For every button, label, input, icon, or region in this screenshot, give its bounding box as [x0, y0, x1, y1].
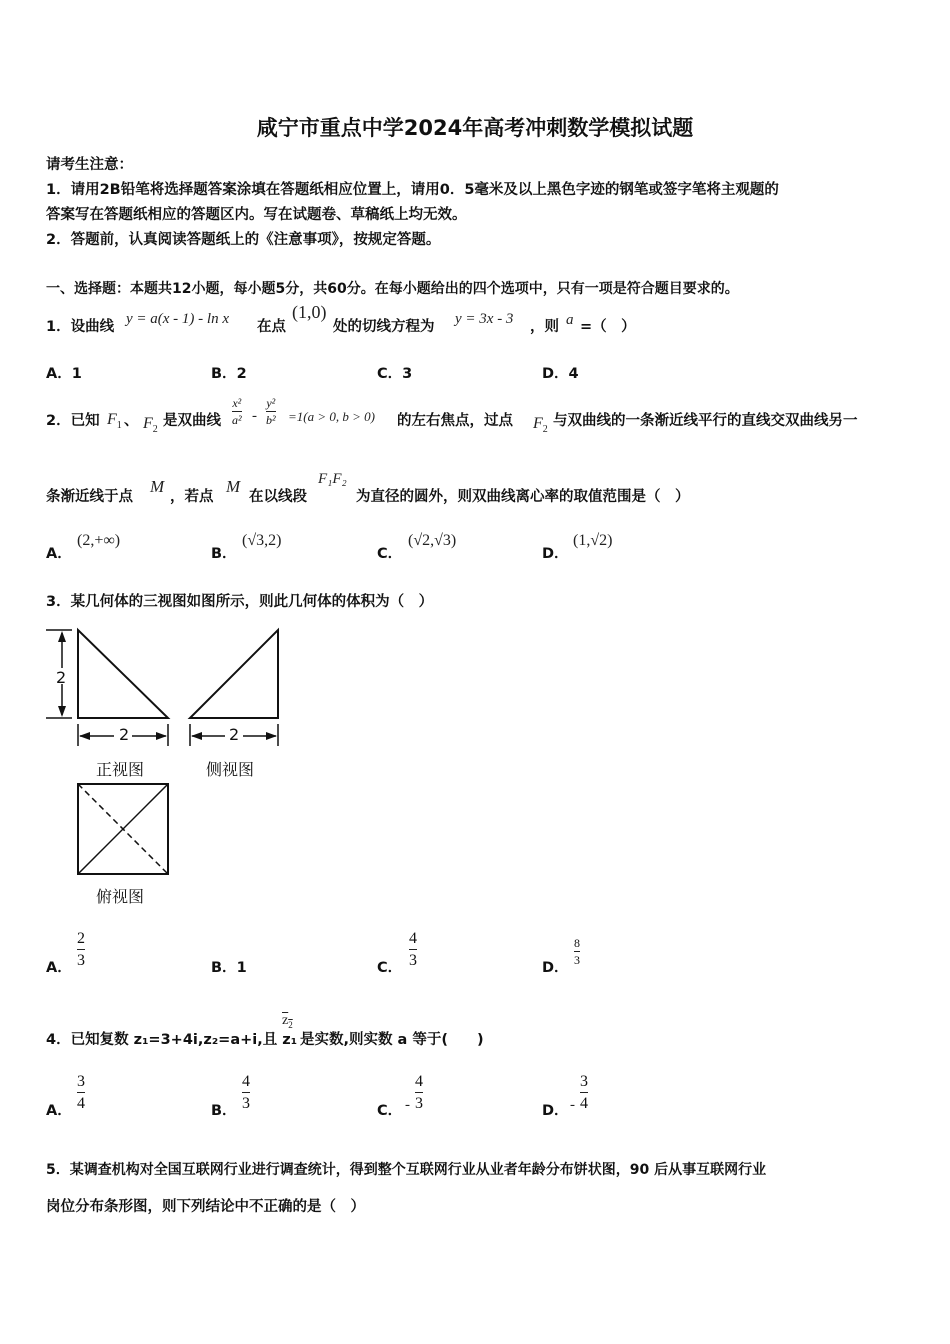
q2-frac-x: x² a² — [232, 396, 242, 427]
q4-option-d-value[interactable]: 3 4 — [580, 1073, 588, 1112]
page-title: 咸宁市重点中学2024年高考冲刺数学模拟试题 — [256, 116, 694, 140]
q4-option-c-sign: - — [405, 1097, 410, 1113]
q4-option-d-label[interactable]: D． — [542, 1103, 569, 1119]
q2-option-d-value[interactable]: (1,√2) — [573, 532, 613, 549]
q3-stem: 3．某几何体的三视图如图所示，则此几何体的体积为（ ） — [46, 594, 434, 610]
q2-text-9: 为直径的圆外，则双曲线离心率的取值范围是（ ） — [356, 489, 690, 505]
side-view-label: 侧视图 — [206, 760, 255, 779]
notice-line-2: 2．答题前，认真阅读答题纸上的《注意事项》，按规定答题。 — [46, 232, 441, 248]
q1-text-3: 处的切线方程为 — [333, 319, 435, 335]
q1-option-b[interactable]: B．2 — [211, 366, 247, 382]
q2-F2-again: $F_2$ — [533, 415, 548, 436]
q5-line-2: 岗位分布条形图，则下列结论中不正确的是（ ） — [46, 1199, 365, 1215]
q2-text-1: 2．已知 — [46, 413, 100, 429]
q5-line-1: 5．某调查机构对全国互联网行业进行调查统计，得到整个互联网行业从业者年龄分布饼状图，90 后从事互联网行业 — [46, 1162, 767, 1178]
dim-side-width: 2 — [229, 725, 240, 744]
q1-tangent: y = 3x - 3 — [455, 311, 514, 327]
q2-frac-y: y² b² — [266, 396, 276, 427]
q2-text-4: 的左右焦点，过点 — [397, 413, 513, 429]
q4-option-c-value[interactable]: 4 3 — [415, 1073, 423, 1112]
dim-front-height: 2 — [56, 668, 67, 687]
q1-option-c[interactable]: C．3 — [377, 366, 413, 382]
q2-text-8: 在以线段 — [249, 489, 307, 505]
q1-curve: y = a(x - 1) - ln x — [126, 311, 229, 327]
notice-line-1a: 1．请用2B铅笔将选择题答案涂填在答题纸相应位置上，请用0．5毫米及以上黑色字迹的钢笔或签字笔将主观题的 — [46, 182, 779, 198]
q2-M1: M — [150, 477, 165, 496]
q3-option-d-label[interactable]: D． — [542, 960, 569, 976]
q3-option-b[interactable]: B．1 — [211, 960, 247, 976]
q1-var-a: a — [566, 312, 574, 328]
q4-option-a-label[interactable]: A． — [46, 1103, 72, 1119]
q1-text-5: =（ ） — [580, 319, 636, 335]
front-view-label: 正视图 — [96, 760, 145, 779]
dim-front-width: 2 — [119, 725, 130, 744]
q2-option-b-value[interactable]: (√3,2) — [242, 532, 282, 549]
q2-F1: $F_1$ — [107, 411, 122, 432]
q2-text-6: 条渐近线于点 — [46, 489, 133, 505]
q3-option-a-value[interactable]: 2 3 — [77, 930, 85, 969]
q2-text-2: 、 — [124, 413, 139, 429]
q1-text-4: ，则 — [530, 319, 559, 335]
q4-option-a-value[interactable]: 3 4 — [77, 1073, 85, 1112]
q1-point: (1,0) — [292, 302, 327, 322]
q4-option-c-label[interactable]: C． — [377, 1103, 403, 1119]
q1-option-d[interactable]: D．4 — [542, 366, 579, 382]
q2-option-c-value[interactable]: (√2,√3) — [408, 532, 457, 549]
section-heading: 一、选择题：本题共12小题，每小题5分，共60分。在每小题给出的四个选项中，只有一项是符合题目要求的。 — [46, 281, 739, 297]
q1-text-1: 1．设曲线 — [46, 319, 115, 335]
q2-option-d-label[interactable]: D． — [542, 546, 569, 562]
q4-conjugate: $z_2$ — [282, 1013, 293, 1030]
q4-option-d-sign: - — [570, 1097, 575, 1113]
q2-text-7: ，若点 — [170, 489, 214, 505]
q2-segment: F₁F₂ — [318, 471, 347, 487]
q2-text-3: 是双曲线 — [163, 413, 221, 429]
q4-stem-b: 是实数,则实数 a 等于( ) — [300, 1032, 484, 1048]
q2-text-5: 与双曲线的一条渐近线平行的直线交双曲线另一 — [553, 413, 858, 429]
q4-stem-a: 4．已知复数 z₁=3+4i,z₂=a+i,且 z₁ — [46, 1032, 298, 1048]
q4-option-b-label[interactable]: B． — [211, 1103, 237, 1119]
q2-condition: =1(a > 0, b > 0) — [288, 409, 375, 424]
q2-option-c-label[interactable]: C． — [377, 546, 403, 562]
q1-text-2: 在点 — [257, 319, 286, 335]
notice-heading: 请考生注意： — [46, 157, 133, 173]
q2-minus: - — [252, 408, 257, 424]
q3-option-c-label[interactable]: C． — [377, 960, 403, 976]
front-view-shape — [78, 630, 168, 718]
q3-option-c-value[interactable]: 4 3 — [409, 930, 417, 969]
top-view-label: 俯视图 — [96, 887, 145, 906]
notice-line-1b: 答案写在答题纸相应的答题区内。写在试题卷、草稿纸上均无效。 — [46, 207, 467, 223]
q2-M2: M — [226, 477, 241, 496]
q2-option-a-value[interactable]: (2,+∞) — [77, 532, 121, 549]
q2-option-b-label[interactable]: B． — [211, 546, 237, 562]
q2-option-a-label[interactable]: A． — [46, 546, 72, 562]
q4-option-b-value[interactable]: 4 3 — [242, 1073, 250, 1112]
q3-option-a-label[interactable]: A． — [46, 960, 72, 976]
side-view-shape — [190, 630, 278, 718]
q1-option-a[interactable]: A．1 — [46, 366, 82, 382]
q3-option-d-value[interactable]: 8 3 — [574, 936, 580, 967]
q2-F2: $F_2$ — [143, 415, 158, 436]
